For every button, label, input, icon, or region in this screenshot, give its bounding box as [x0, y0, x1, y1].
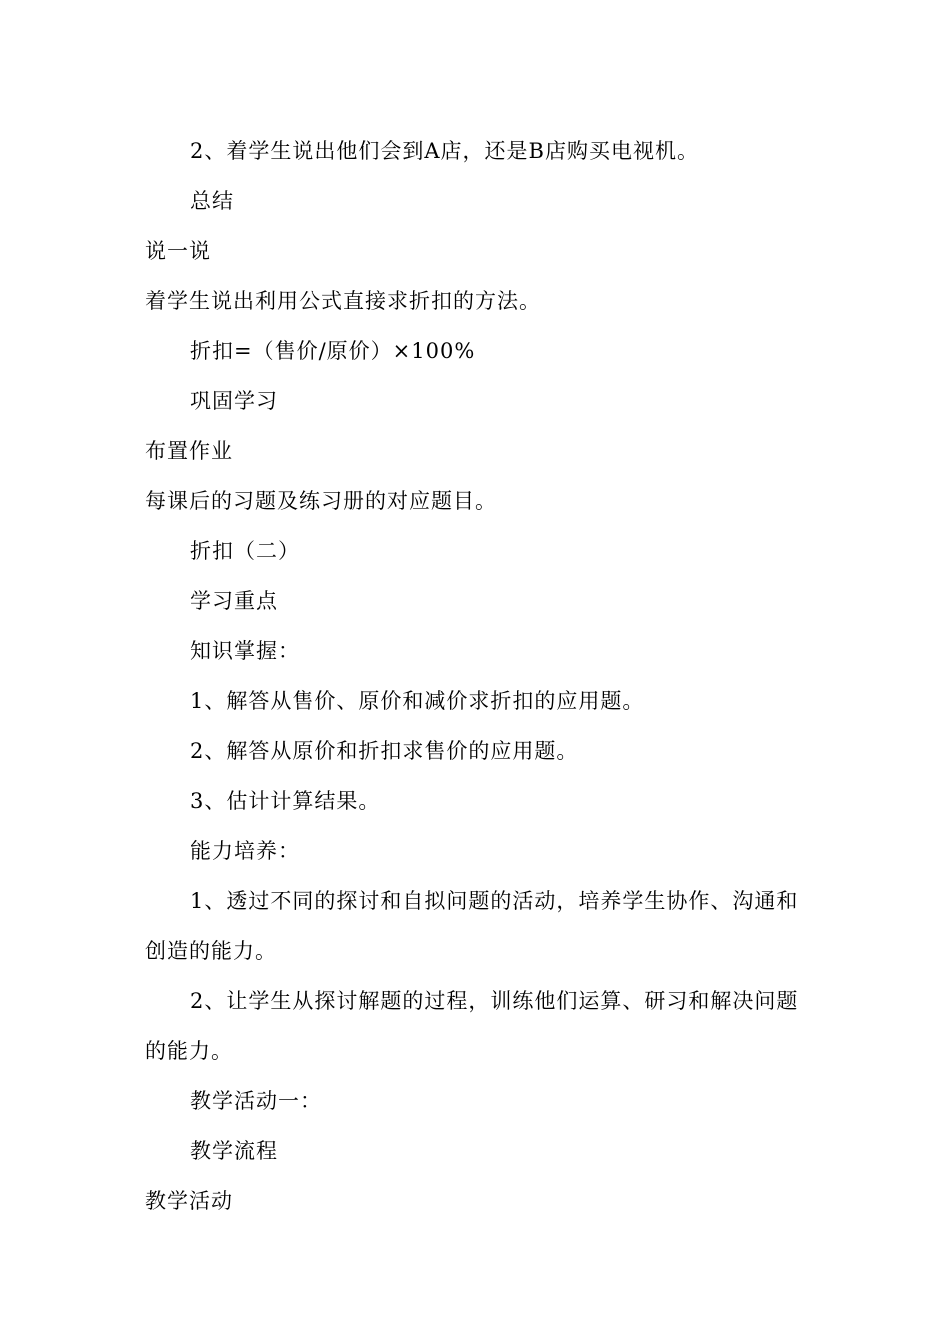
list-item-ability-2-cont: 的能力。	[145, 1039, 233, 1063]
heading-knowledge: 知识掌握：	[190, 639, 300, 663]
heading-discount-two: 折扣（二）	[190, 539, 300, 563]
paragraph-formula: 折扣=（售价/原价）×100%	[190, 339, 476, 363]
heading-ability: 能力培养：	[190, 839, 300, 863]
paragraph-homework: 每课后的习题及练习册的对应题目。	[145, 489, 497, 513]
list-item-knowledge-1: 1、解答从售价、原价和减价求折扣的应用题。	[190, 689, 645, 713]
heading-activity-one: 教学活动一：	[190, 1089, 322, 1113]
heading-activity: 教学活动	[145, 1189, 233, 1213]
list-item-ability-1: 1、透过不同的探讨和自拟问题的活动，培养学生协作、沟通和	[190, 889, 799, 913]
list-item-knowledge-3: 3、估计计算结果。	[190, 789, 381, 813]
list-item-knowledge-2: 2、解答从原价和折扣求售价的应用题。	[190, 739, 579, 763]
heading-consolidate: 巩固学习	[190, 389, 278, 413]
paragraph-store-choice: 2、着学生说出他们会到A店，还是B店购买电视机。	[190, 139, 699, 163]
heading-homework: 布置作业	[145, 439, 233, 463]
heading-say: 说一说	[145, 239, 211, 263]
document-body	[145, 126, 810, 1226]
list-item-ability-2: 2、让学生从探讨解题的过程，训练他们运算、研习和解决问题	[190, 989, 799, 1013]
paragraph-formula-intro: 着学生说出利用公式直接求折扣的方法。	[145, 289, 541, 313]
heading-summary: 总结	[190, 189, 234, 213]
list-item-ability-1-cont: 创造的能力。	[145, 939, 277, 963]
heading-flow: 教学流程	[190, 1139, 278, 1163]
heading-key-points: 学习重点	[190, 589, 278, 613]
